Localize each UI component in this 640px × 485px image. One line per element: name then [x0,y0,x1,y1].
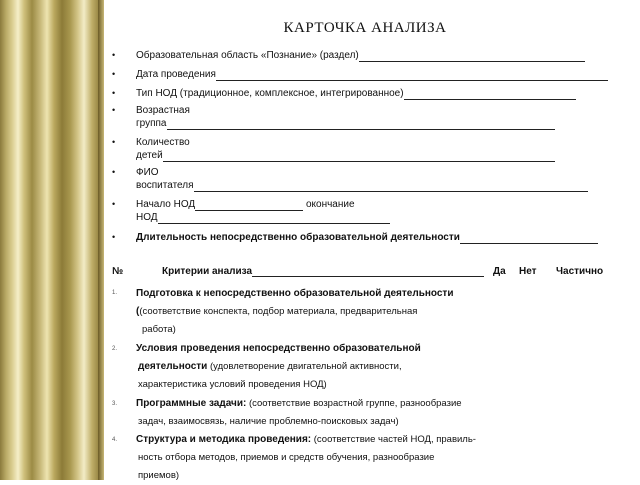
table-header-partial: Частично [556,266,604,277]
table-header-num: № [112,266,124,277]
field-fio: ФИО воспитателя [136,166,588,192]
bullet: • [112,167,116,177]
table-header-no: Нет [519,266,537,277]
field-count: Количество детей [136,136,555,162]
list-number: 4. [112,437,118,443]
field-date: Дата проведения [136,68,608,81]
bullet: • [112,232,116,242]
list-item: Структура и методика проведения: (соответствие частей НОД, правиль- ность отбора методов, приемов и средств обучения, разнообразие приемов) [136,434,476,481]
list-number: 1. [112,290,118,296]
field-area: Образовательная область «Познание» (раздел) [136,49,585,62]
bullet: • [112,105,116,115]
list-number: 2. [112,346,118,352]
table-header-yes: Да [493,266,506,277]
field-age: Возрастная группа [136,104,555,130]
list-item: Подготовка к непосредственно образовательной деятельности ((соответствие конспекта, подбор материала, предварительная работа) [136,288,454,335]
field-start-end: Начало НОД окончание НОД [136,198,390,224]
bullet: • [112,137,116,147]
bullet: • [112,50,116,60]
page-title: КАРТОЧКА АНАЛИЗА [283,20,447,36]
bullet: • [112,199,116,209]
table-header-criteria: Критерии анализа [162,266,484,277]
field-type: Тип НОД (традиционное, комплексное, интегрированное) [136,87,576,100]
bullet: • [112,88,116,98]
list-item: Программные задачи: (соответствие возрастной группе, разнообразие задач, взаимосвязь, наличие проблемно-поисковых задач) [136,398,462,427]
field-duration: Длительность непосредственно образовательной деятельности [136,231,598,244]
list-number: 3. [112,401,118,407]
decorative-border [0,0,104,480]
bullet: • [112,69,116,79]
list-item: Условия проведения непосредственно образовательной деятельности (удовлетворение двигательной активности, характеристика условий проведения НОД) [136,343,421,390]
